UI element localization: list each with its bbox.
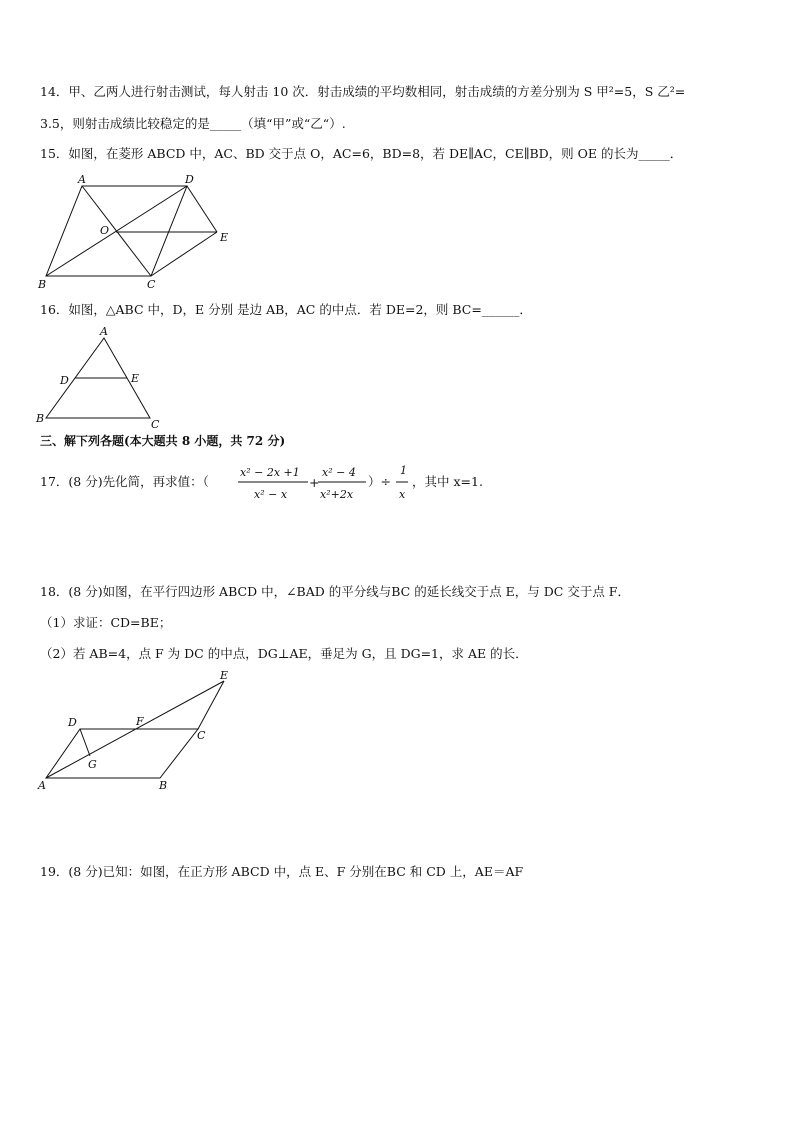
q17-plus: + <box>309 475 320 490</box>
q19-text: 19．(8 分)已知：如图，在正方形 ABCD 中，点 E、F 分别在BC 和 CD 上，AE＝AF <box>40 864 524 879</box>
q17-num3: 1 <box>400 464 407 477</box>
q17-prefix: 17．(8 分)先化简，再求值：（ <box>40 474 209 489</box>
diagonal-bd <box>46 186 187 276</box>
label-g: G <box>88 758 97 771</box>
label-e: E <box>220 669 229 682</box>
label-a: A <box>38 779 46 792</box>
q16-text: 16．如图，△ABC 中，D，E 分别 是边 AB，AC 的中点．若 DE=2，则 BC=______． <box>40 302 532 317</box>
q17-mid: ）÷ <box>368 474 391 489</box>
label-b: B <box>38 278 47 290</box>
label-e: E <box>220 231 229 244</box>
label-d: D <box>185 173 194 186</box>
section-heading: 三、解下列各题(本大题共 8 小题，共 72 分) <box>40 434 286 448</box>
q14-line1: 14．甲、乙两人进行射击测试，每人射击 10 次．射击成绩的平均数相同，射击成绩的方差分别为 S 甲²=5，S 乙²= <box>40 84 686 99</box>
q18-parallelogram-figure <box>30 668 250 798</box>
segment-dg <box>80 729 90 756</box>
q17-den3: x <box>399 488 406 501</box>
label-d: D <box>68 716 77 729</box>
q14-line2: 3.5，则射击成绩比较稳定的是_____（填“甲”或“乙“）. <box>40 116 346 131</box>
segment-ce <box>151 232 217 276</box>
q15-rhombus-figure <box>30 170 240 290</box>
q18-text: 18．(8 分)如图，在平行四边形 ABCD 中，∠BAD 的平分线与BC 的延长线交于点 E，与 DC 交于点 F． <box>40 584 630 599</box>
q17-suffix: ，其中 x=1. <box>412 474 483 489</box>
label-c: C <box>147 278 156 290</box>
q16-triangle-figure <box>30 322 170 432</box>
segment-de <box>187 186 217 232</box>
label-b: B <box>36 412 45 425</box>
label-a: A <box>100 325 108 338</box>
label-e: E <box>131 372 140 385</box>
q17-expression <box>36 458 556 508</box>
q17-den1: x² − x <box>254 488 288 501</box>
q17-num1: x² − 2x +1 <box>240 466 300 479</box>
label-c: C <box>151 418 160 431</box>
q18-part1: （1）求证：CD=BE； <box>40 615 172 630</box>
q15-text: 15．如图，在菱形 ABCD 中，AC、BD 交于点 O，AC=6，BD=8，若 DE∥AC，CE∥BD，则 OE 的长为_____． <box>40 146 683 161</box>
label-b: B <box>159 779 168 792</box>
q17-den2: x²+2x <box>320 488 354 501</box>
label-d: D <box>60 374 69 387</box>
q17-num2: x² − 4 <box>322 466 356 479</box>
label-f: F <box>136 715 144 728</box>
label-o: O <box>100 224 110 237</box>
label-c: C <box>197 729 206 742</box>
label-a: A <box>78 173 86 186</box>
q18-part2: （2）若 AB=4，点 F 为 DC 的中点，DG⊥AE，垂足为 G，且 DG=1，求 AE 的长． <box>40 646 528 661</box>
